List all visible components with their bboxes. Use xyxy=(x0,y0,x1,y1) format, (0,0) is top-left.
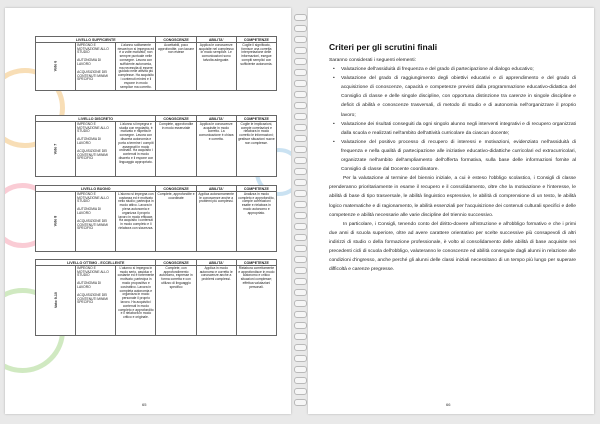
spiral-ring xyxy=(294,124,307,131)
section-title: Criteri per gli scrutini finali xyxy=(329,42,438,52)
spiral-ring xyxy=(294,212,307,219)
spiral-ring xyxy=(294,14,307,21)
spiral-ring xyxy=(294,91,307,98)
vote-label: Voto 7 xyxy=(36,122,76,177)
left-page xyxy=(5,8,291,414)
page-number: 66 xyxy=(446,402,451,407)
spiral-ring xyxy=(294,388,307,395)
level-heading: LIVELLO BUONO xyxy=(36,186,156,192)
list-item: • Valutazione dei risultati conseguiti da ogni singolo alunno negli interventi integrativi e di recupero organizzati dalla scuola e realizzati nell'ambito dell'attività curricolare da ciascun docente; xyxy=(341,120,576,138)
spiral-ring xyxy=(294,47,307,54)
criteria-cell: IMPEGNO E MOTIVAZIONE ALLO STUDIO AUTONOMIA DI LAVORO ACQUISIZIONE DEI CONTENUTI MINIMI SPECIFICI xyxy=(76,266,116,336)
spiral-ring xyxy=(294,69,307,76)
skills-cell: Applica le conoscenze acquisite in modo corretto. La comunicazione è chiara e corretta. xyxy=(196,122,236,177)
skills-header: ABILITA' xyxy=(196,116,236,122)
level-heading: LIVELLO DISCRETO xyxy=(36,116,156,122)
spiral-ring xyxy=(294,190,307,197)
spiral-ring xyxy=(294,322,307,329)
spiral-ring xyxy=(294,25,307,32)
list-item: • Valutazione dell'assiduità di frequenza e del grado di partecipazione al dialogo educativo; xyxy=(341,65,576,74)
criteria-cell: IMPEGNO E MOTIVAZIONE ALLO STUDIO AUTONOMIA DI LAVORO ACQUISIZIONE DEI CONTENUTI MINIMI SPECIFICI xyxy=(76,192,116,252)
spiral-ring xyxy=(294,157,307,164)
level-heading: LIVELLO SUFFICIENTE xyxy=(36,37,156,43)
skills-header: ABILITA' xyxy=(196,37,236,43)
spiral-ring xyxy=(294,113,307,120)
vote-label: Voto 8 xyxy=(36,192,76,252)
spiral-ring xyxy=(294,223,307,230)
spiral-ring xyxy=(294,366,307,373)
grading-table-sufficient xyxy=(35,36,277,91)
spiral-ring xyxy=(294,234,307,241)
skills-header: ABILITA' xyxy=(196,186,236,192)
competence-header: COMPETENZE xyxy=(236,260,276,266)
spiral-ring xyxy=(294,58,307,65)
competence-cell: Coglie le implicazioni, compie correlazioni e rielabora in modo corretto le informazioni; gestisce situazioni nuove non complesse. xyxy=(236,122,276,177)
spiral-ring xyxy=(294,278,307,285)
paragraph: In particolare, i Consigli, tenendo conto del diritto-dovere all'istruzione e all'obbligo formativo e che i primi due anni di scuola superiore, oltre ad avere carattere orientativo per scelte successive più consapevoli di altri indirizzi di studio o della formazione professionale, è volto al consolidamento delle abilità di base acquisite nei precedenti cicli di scuola dell'obbligo, valuteranno le conoscenze ed abilità conseguite dagli alunni in relazione alle condizioni d'ingresso, anche perché gli alunni delle classi iniziali necessitano di un tempo più lungo per superare difficoltà e carenze pregresse. xyxy=(329,221,576,273)
list-item: • Valutazione del grado di raggiungimento degli obiettivi educativi e di apprendimento e del grado di acquisizione di conoscenze, capacità e competenze previsti dalla programmazione educativo-didattica del Consiglio di classe e delle singole discipline, con opportuna distinzione tra carenze in singole discipline e deficit di abilità e conoscenze trasversali, di metodo di studio e di autonomia nell'organizzare il proprio lavoro; xyxy=(341,74,576,119)
competence-cell: Coglie il significato, fornisce una corretta interpretazione delle informazioni, esegue compiti semplici con sufficiente autonomia. xyxy=(236,43,276,91)
spiral-ring xyxy=(294,355,307,362)
spiral-ring xyxy=(294,146,307,153)
page-number: 65 xyxy=(142,402,147,407)
knowledge-header: CONOSCENZE xyxy=(156,186,196,192)
descriptor-cell: L'alunno si impegna e studia con regolarità, è motivato e rispetta le consegne. Lavora con discreta autonomia e porta a termine i compiti assegnati in modo ordinato. Ha acquisito i contenuti in modo discreto e li espone con linguaggio appropriato. xyxy=(116,122,156,177)
right-page xyxy=(308,8,594,414)
vote-label: Voto 9-10 xyxy=(36,266,76,336)
spiral-ring xyxy=(294,102,307,109)
skills-header: ABILITA' xyxy=(196,260,236,266)
competence-header: COMPETENZE xyxy=(236,37,276,43)
spiral-ring xyxy=(294,300,307,307)
competence-cell: Analizza in modo completo e approfondito, compie correlazioni esatte e rielabora in modo autonomo e appropriato. xyxy=(236,192,276,252)
skills-cell: Applica in modo autonomo e corretto le conoscenze anche a problemi complessi. xyxy=(196,266,236,336)
spiral-ring xyxy=(294,377,307,384)
vote-label: Voto 6 xyxy=(36,43,76,91)
knowledge-cell: Complete, approfondite e coordinate xyxy=(156,192,196,252)
level-heading: LIVELLO OTTIMO - ECCELLENTE xyxy=(36,260,156,266)
competence-header: COMPETENZE xyxy=(236,186,276,192)
competence-cell: Rielabora correttamente e approfondisce in modo autonomo e critico situazioni complesse; effettua valutazioni personali. xyxy=(236,266,276,336)
spiral-ring xyxy=(294,289,307,296)
skills-cell: Applica autonomamente le conoscenze anche a problemi più complessi. xyxy=(196,192,236,252)
descriptor-cell: L'alunno si impegna con costanza ed è motivato nello studio; partecipa in modo attivo. Lavora in piena autonomia e organizza il proprio lavoro in modo efficace. Ha acquisito i contenuti in modo completo e li rielabora con sicurezza. xyxy=(116,192,156,252)
knowledge-cell: Complete, approfondite in modo essenziale xyxy=(156,122,196,177)
spiral-ring xyxy=(294,179,307,186)
knowledge-header: CONOSCENZE xyxy=(156,37,196,43)
paragraph: Per la valutazione al termine del biennio iniziale, a cui è esteso l'obbligo scolastico, i Consigli di classe prenderanno prioritariamente in esame il recupero e il consolidamento, oltre che la motivazione e l'interesse, le abilità di base di tipo trasversale, le abilità linguistico espressive, le abilità di comprensione di un testo, le abilità logico matematiche e di ragionamento, le abilità essenziali per l'acquisizione dei contenuti culturali specifici e delle competenze e abilità necessarie alle varie discipline del triennio successivo. xyxy=(329,176,576,218)
knowledge-header: CONOSCENZE xyxy=(156,260,196,266)
spiral-ring xyxy=(294,267,307,274)
knowledge-cell: Complete, con approfondimento autonomo, espresse in forma corretta e con utilizzo di linguaggio specifico xyxy=(156,266,196,336)
descriptor-cell: L'alunno si impegna in modo serio, assiduo e costante ed è fortemente motivato; partecipa in modo propositivo e costruttivo. Lavora in completa autonomia e organizza in modo personale il proprio lavoro. Ha acquisito i contenuti in modo completo e approfondito e li rielabora in modo critico e originale. xyxy=(116,266,156,336)
grading-table-good xyxy=(35,185,277,252)
intro-text: Saranno considerati i seguenti elementi: xyxy=(329,58,416,63)
spiral-binding xyxy=(293,8,306,414)
competence-header: COMPETENZE xyxy=(236,116,276,122)
criteria-cell: IMPEGNO E MOTIVAZIONE ALLO STUDIO AUTONOMIA DI LAVORO ACQUISIZIONE DEI CONTENUTI MINIMI SPECIFICI xyxy=(76,122,116,177)
criteria-list xyxy=(329,65,576,174)
section-body xyxy=(329,56,576,274)
descriptor-cell: L'alunno solitamente riesce/non si impegna ed è a volte motivato; non sempre puntuale nelle consegne. Lavora con sufficiente autonomia, ma necessita di essere guidato nelle attività più complesse. Ha acquisito i contenuti minimi e li espone in modo semplice ma corretto. xyxy=(117,42,155,89)
spiral-ring xyxy=(294,80,307,87)
spiral-ring xyxy=(294,135,307,142)
spiral-ring xyxy=(294,311,307,318)
spiral-ring xyxy=(294,256,307,263)
criteria-cell: IMPEGNO E MOTIVAZIONE ALLO STUDIO AUTONOMIA DI LAVORO ACQUISIZIONE DEI CONTENUTI MINIMI SPECIFICI xyxy=(76,43,116,91)
spiral-ring xyxy=(294,36,307,43)
grading-table-discrete xyxy=(35,115,277,177)
knowledge-header: CONOSCENZE xyxy=(156,116,196,122)
spiral-ring xyxy=(294,333,307,340)
grading-table-excellent xyxy=(35,259,277,336)
knowledge-cell: Accettabili, poco approfondite, con lacune non estese xyxy=(156,43,196,91)
spiral-ring xyxy=(294,168,307,175)
spiral-ring xyxy=(294,201,307,208)
spiral-ring xyxy=(294,344,307,351)
list-item: • Valutazione del positivo processo di recupero di interessi e motivazioni, evidenziato nell'assiduità di frequenza e nella qualità di partecipazione alle iniziative educativo-didattiche curricolari ed extracurricolari, organizzate nell'ambito dell'ampliamento dell'offerta formativa, sulla base delle informazioni fornite al Consiglio di classe dal Docente coordinatore. xyxy=(341,138,576,174)
skills-cell: Applica le conoscenze acquisite nel complesso in modo semplice. Le comunicazioni sono talvolta adeguate. xyxy=(196,43,236,91)
spiral-ring xyxy=(294,399,307,406)
spiral-ring xyxy=(294,245,307,252)
